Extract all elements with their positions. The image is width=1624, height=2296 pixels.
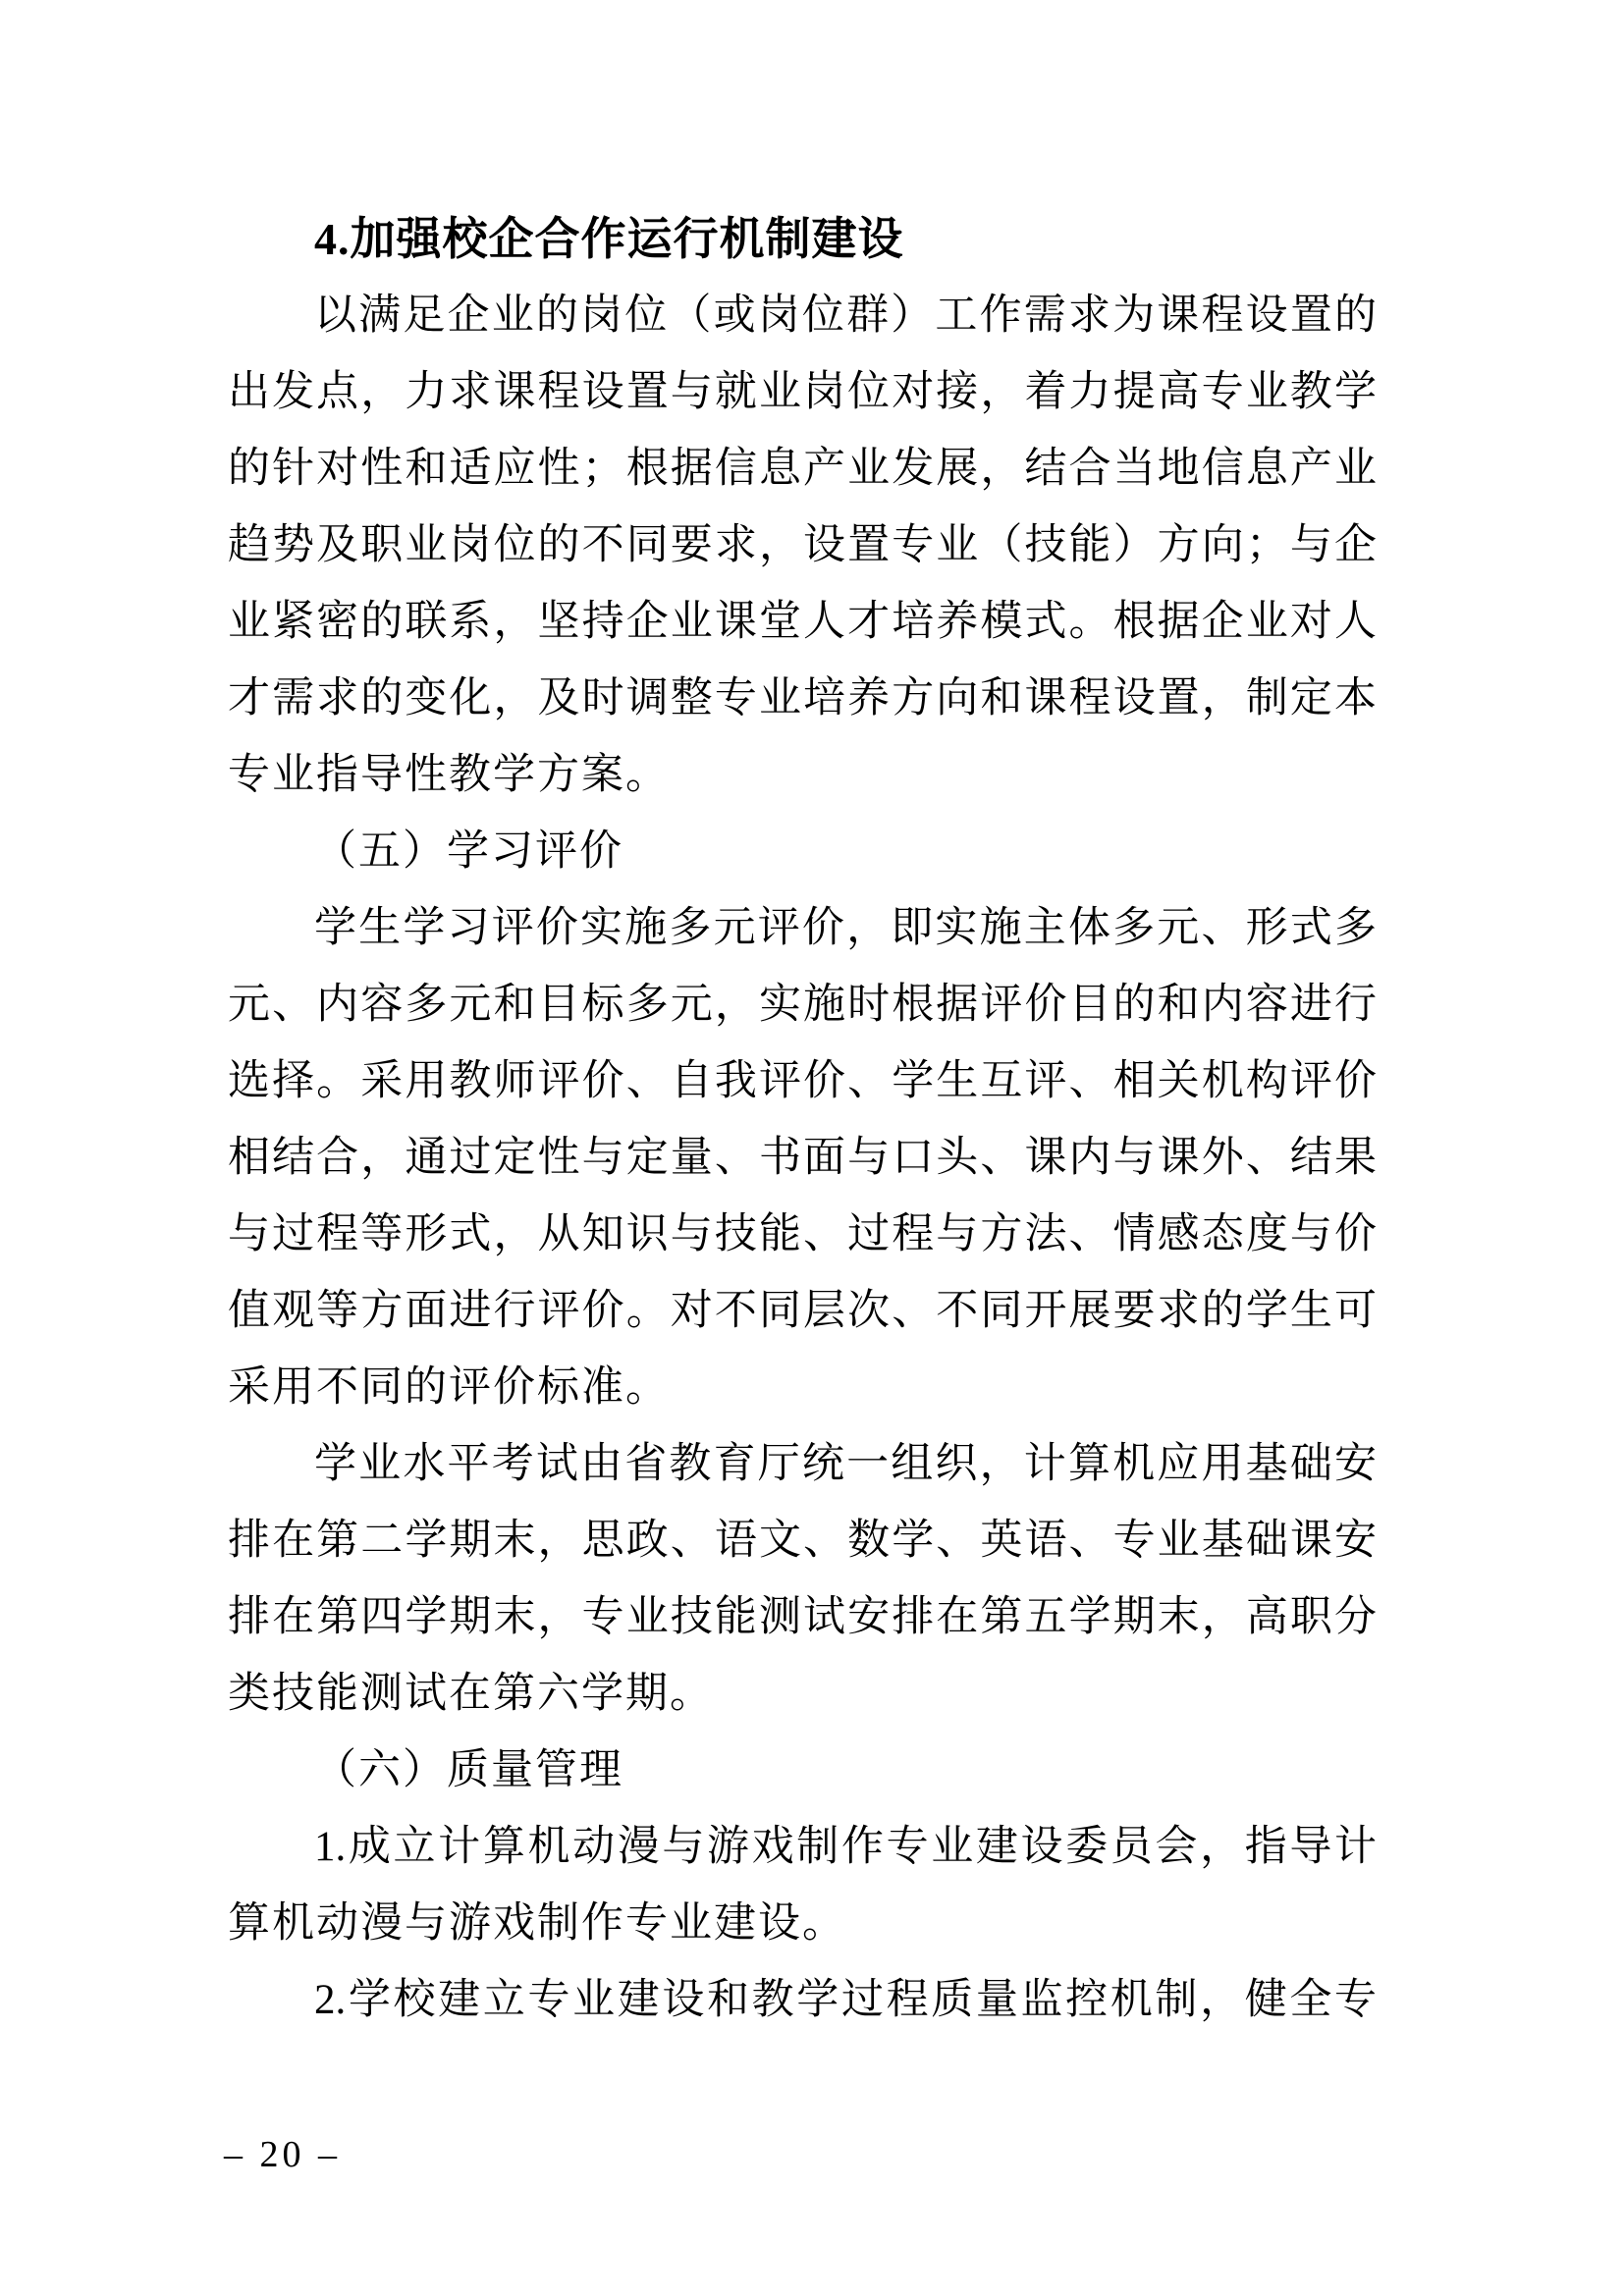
paragraph-line: 学生学习评价实施多元评价，即实施主体多元、形式多 — [314, 905, 1377, 951]
paragraph-line: 类技能测试在第六学期。 — [228, 1671, 714, 1717]
paragraph-line: 学业水平考试由省教育厅统一组织，计算机应用基础安 — [314, 1441, 1377, 1487]
paragraph-line: 排在第二学期末，思政、语文、数学、英语、专业基础课安 — [228, 1518, 1377, 1564]
paragraph-line: 采用不同的评价标准。 — [228, 1364, 670, 1411]
paragraph-line: 业紧密的联系，坚持企业课堂人才培养模式。根据企业对人 — [228, 599, 1377, 645]
paragraph-line: 出发点，力求课程设置与就业岗位对接，着力提高专业教学 — [228, 369, 1377, 415]
subsection-heading-6: （六）质量管理 — [314, 1747, 623, 1793]
page-number: – 20 – — [224, 2134, 341, 2175]
list-item-line: 1.成立计算机动漫与游戏制作专业建设委员会，指导计 — [314, 1824, 1377, 1870]
paragraph-line: 趋势及职业岗位的不同要求，设置专业（技能）方向；与企 — [228, 522, 1377, 568]
paragraph-line: 的针对性和适应性；根据信息产业发展，结合当地信息产业 — [228, 446, 1377, 492]
section-heading-4: 4.加强校企合作运行机制建设 — [314, 214, 904, 264]
paragraph-line: 才需求的变化，及时调整专业培养方向和课程设置，制定本 — [228, 675, 1377, 721]
paragraph-line: 与过程等形式，从知识与技能、过程与方法、情感态度与价 — [228, 1211, 1377, 1257]
paragraph-line: 以满足企业的岗位（或岗位群）工作需求为课程设置的 — [314, 293, 1377, 339]
paragraph-line: 选择。采用教师评价、自我评价、学生互评、相关机构评价 — [228, 1058, 1377, 1104]
paragraph-line: 值观等方面进行评价。对不同层次、不同开展要求的学生可 — [228, 1288, 1377, 1334]
paragraph-line: 元、内容多元和目标多元，实施时根据评价目的和内容进行 — [228, 982, 1377, 1028]
document-text-block — [228, 201, 1377, 2039]
list-item-line: 2.学校建立专业建设和教学过程质量监控机制，健全专 — [314, 1977, 1377, 2023]
list-item-line: 算机动漫与游戏制作专业建设。 — [228, 1900, 846, 1947]
paragraph-line: 排在第四学期末，专业技能测试安排在第五学期末，高职分 — [228, 1594, 1377, 1640]
paragraph-line: 相结合，通过定性与定量、书面与口头、课内与课外、结果 — [228, 1135, 1377, 1181]
paragraph-line: 专业指导性教学方案。 — [228, 752, 670, 798]
subsection-heading-5: （五）学习评价 — [314, 828, 623, 875]
